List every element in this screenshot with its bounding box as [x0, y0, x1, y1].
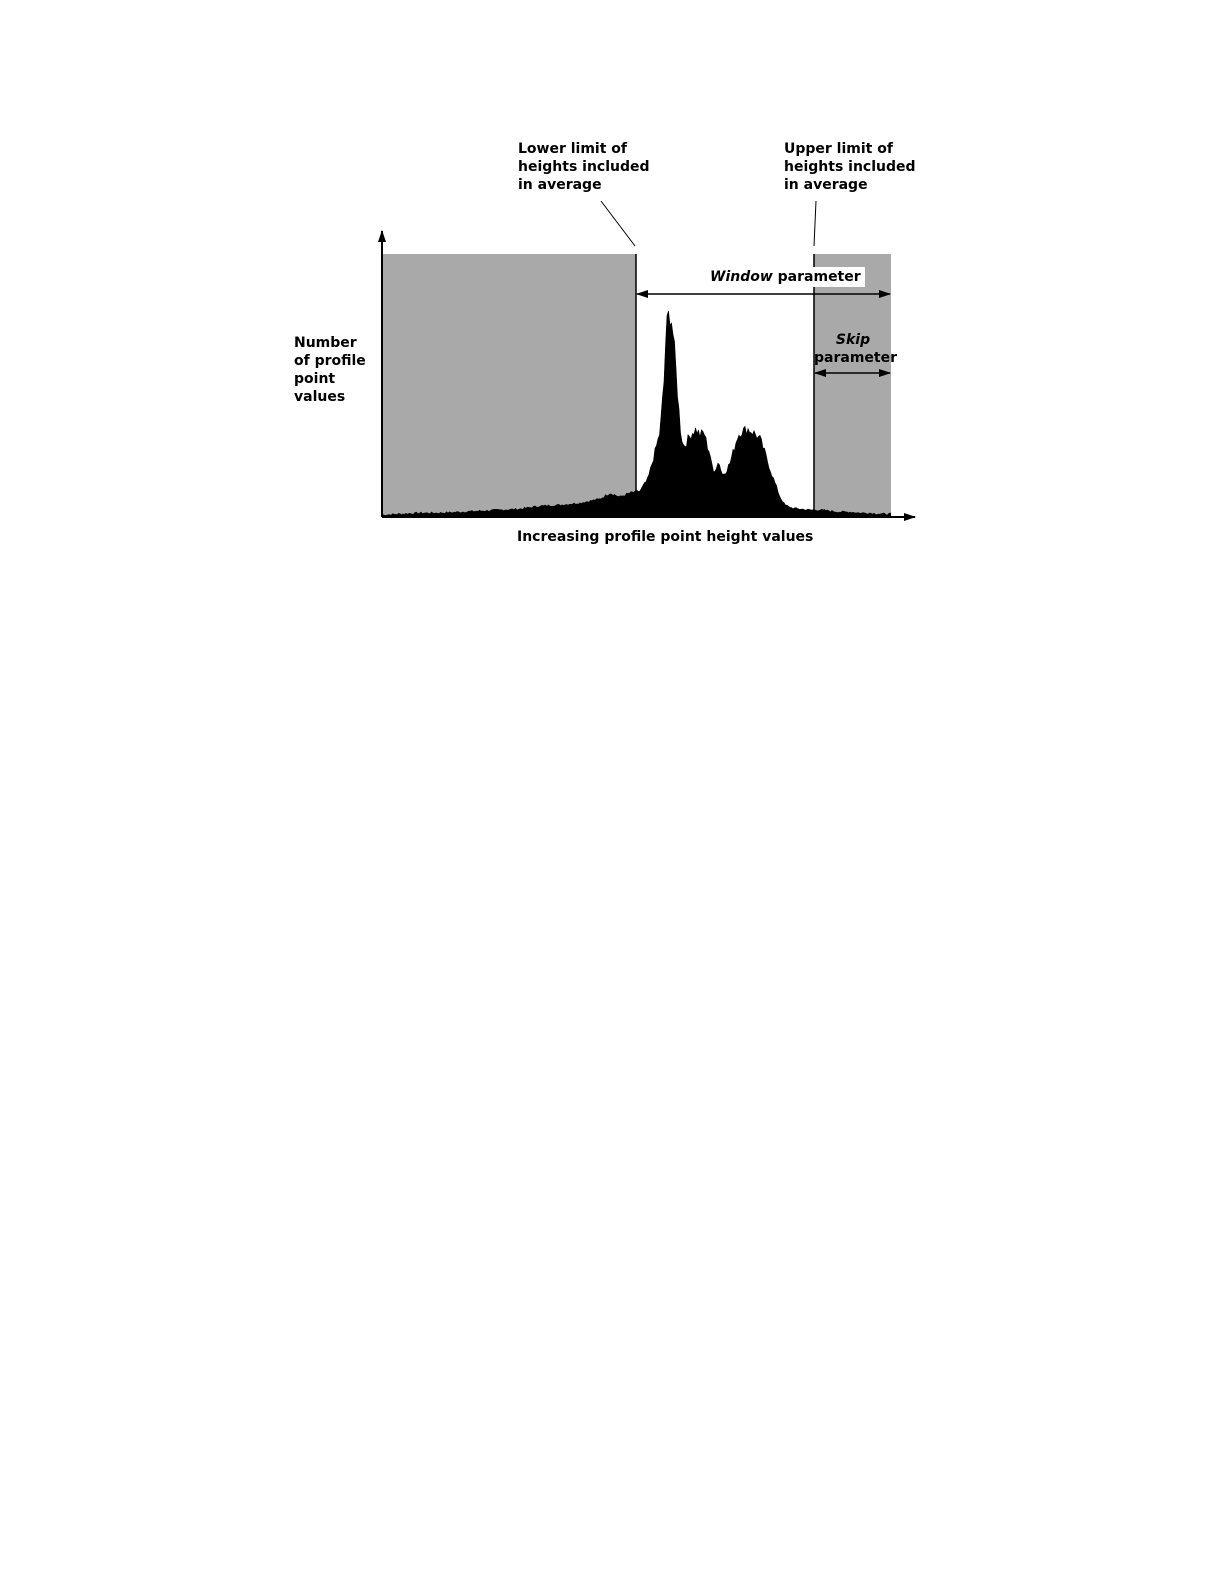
histogram-diagram: [0, 0, 1224, 600]
skip-parameter-label: Skip parameter: [814, 332, 897, 366]
lower-limit-leader: [601, 201, 635, 246]
x-axis-label: Increasing profile point height values: [517, 529, 814, 545]
upper-limit-label: Upper limit of heights included in average: [784, 141, 916, 193]
diagram-canvas: [0, 0, 1224, 600]
y-axis-label: Number of profile point values: [294, 335, 366, 405]
lower-limit-label: Lower limit of heights included in average: [518, 141, 650, 193]
excluded-region-low: [383, 254, 636, 517]
upper-limit-leader: [814, 201, 816, 246]
window-parameter-label: Window parameter: [706, 267, 865, 287]
